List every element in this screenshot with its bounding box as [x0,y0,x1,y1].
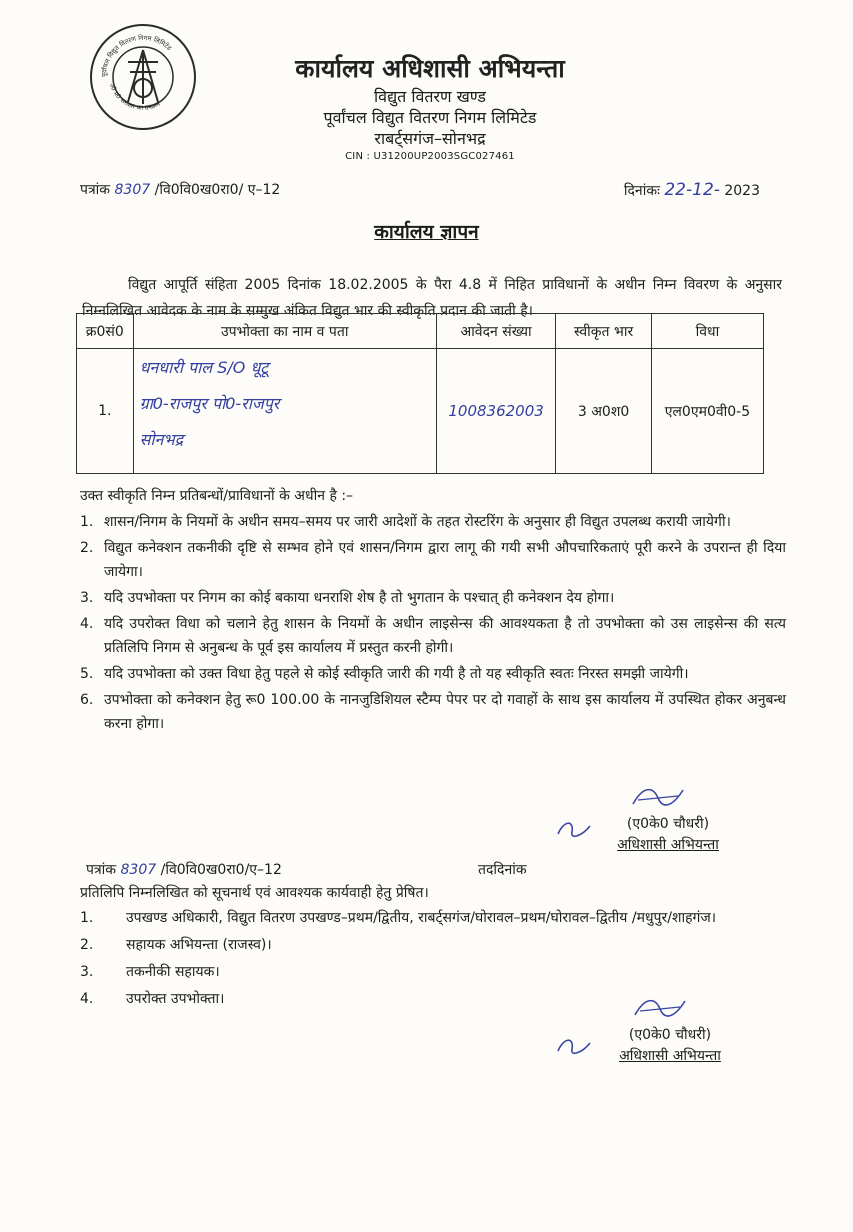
copy-reference-line [86,860,606,879]
signatory-designation: अधिशासी अभियन्ता [619,1048,721,1064]
col-serial: क्र0सं0 [77,314,134,349]
conditions-heading: उक्त स्वीकृति निम्न प्रतिबन्धों/प्राविधानों के अधीन है :– [80,488,354,504]
memo-title-text: कार्यालय ज्ञापन [374,221,479,243]
signature-block-copy [590,1025,750,1067]
cell-category: एल0एम0वी0-5 [651,349,763,474]
list-item: 4. यदि उपरोक्त विधा को चलाने हेतु शासन के नियमों के अधीन लाइसेन्स की आवश्यकता है तो उपभोक्ता को उस लाइसेन्स की सत्य प्रतिलिपि निगम से अनुबन्ध के पूर्व इस कार्यालय में प्रस्तुत करनी होगी। [80,616,786,656]
list-item: 5. यदि उपभोक्ता को उक्त विधा हेतु पहले से कोई स्वीकृति जारी की गयी है तो यह स्वीकृति स्वतः निरस्त समझी जायेगी। [80,666,689,682]
list-item: 1. शासन/निगम के नियमों के अधीन समय–समय पर जारी आदेशों के तहत रोस्टरिंग के अनुसार ही विद्युत उपलब्ध करायी जायेगी। [80,514,731,530]
cell-name-address [133,349,436,474]
col-sanctioned-load: स्वीकृत भार [556,314,652,349]
list-item: 3. यदि उपभोक्ता पर निगम का कोई बकाया धनराशि शेष है तो भुगतान के पश्चात् ही कनेक्शन देय होगा। [80,590,615,606]
name-line: धनधारी पाल S/O धूटू [139,358,269,377]
seal-bottom-text: उ0 प्र0 सरकार का उपक्रम [108,82,162,112]
letterhead [260,52,600,162]
initial-mark-icon [554,814,594,844]
location: राबर्ट्सगंज–सोनभद्र [374,129,486,148]
sanction-table [76,313,764,474]
reference-suffix: /वि0वि0ख0रा0/ ए–12 [154,182,281,198]
reference-number-hand: 8307 [114,182,151,198]
list-item: 1. उपखण्ड अधिकारी, विद्युत वितरण उपखण्ड–प्रथम/द्वितीय, राबर्ट्सगंज/घोरावल–प्रथम/घोरावल–द्वितीय /मधुपुर/शाहगंज। [80,910,717,926]
col-application-no: आवेदन संख्या [436,314,555,349]
table-row [77,349,764,474]
reference-date [624,180,760,200]
date-year: 2023 [724,183,760,199]
copy-heading: प्रतिलिपि निम्नलिखित को सूचनार्थ एवं आवश्यक कार्यवाही हेतु प्रेषित। [80,885,429,901]
seal-top-text: पूर्वांचल विद्युत वितरण निगम लिमिटेड [99,33,173,78]
handwritten-signature-icon [628,784,688,810]
list-item: 6. उपभोक्ता को कनेक्शन हेतु रू0 100.00 के नानजुडिशियल स्टैम्प पेपर पर दो गवाहों के साथ इस कार्यालय में उपस्थित होकर अनुबन्ध करना होगा। [80,692,786,732]
office-title: कार्यालय अधिशासी अभियन्ता [295,54,565,83]
signatory-designation: अधिशासी अभियन्ता [617,837,719,853]
initial-mark-icon [554,1031,594,1061]
signatory-name: (ए0के0 चौधरी) [628,1027,712,1043]
reference-prefix: पत्रांक [80,182,111,198]
cell-load: 3 अ0श0 [556,349,652,474]
cin-number: CIN : U31200UP2003SGC027461 [345,151,515,162]
copy-reference-prefix: पत्रांक [86,862,117,878]
company-seal [88,22,198,132]
date-label: दिनांकः [623,183,660,199]
col-name-address: उपभोक्ता का नाम व पता [133,314,436,349]
memo-title [0,218,853,244]
col-category: विधा [651,314,763,349]
cell-application-no: 1008362003 [436,349,555,474]
handwritten-signature-icon [630,995,690,1021]
copy-date-label: तददिनांक [478,862,527,878]
list-item: 2. विद्युत कनेक्शन तकनीकी दृष्टि से सम्भव होने एवं शासन/निगम द्वारा लागू की गयी सभी औपचारिकताएं पूरी करने के उपरान्त ही दिया जायेगा। [80,540,786,580]
division-name: विद्युत वितरण खण्ड [374,87,486,106]
table-header-row [77,314,764,349]
cell-serial: 1. [77,349,134,474]
address-line: ग्रा0-राजपुर पो0-राजपुर [139,394,280,413]
list-item: 4. उपरोक्त उपभोक्ता। [80,991,225,1007]
company-name: पूर्वांचल विद्युत वितरण निगम लिमिटेड [323,108,537,127]
list-item: 3. तकनीकी सहायक। [80,964,220,980]
copy-reference-number: 8307 [120,862,157,878]
conditions-list [80,510,786,738]
signatory-name: (ए0के0 चौधरी) [626,816,710,832]
signature-block [588,814,748,856]
district-line: सोनभद्र [139,430,184,449]
intro-paragraph: विद्युत आपूर्ति संहिता 2005 दिनांक 18.02.2005 के पैरा 4.8 में निहित प्राविधानों के अधीन निम्न विवरण के अनुसार निम्नलिखित आवेदक के नाम के सम्मुख अंकित विद्युत भार की स्वीकृति प्रदान की जाती है। [82,277,782,319]
list-item: 2. सहायक अभियन्ता (राजस्व)। [80,937,272,953]
copy-reference-suffix: /वि0वि0ख0रा0/ए–12 [160,862,282,878]
reference-number [80,180,280,199]
date-hand: 22-12- [664,180,720,200]
